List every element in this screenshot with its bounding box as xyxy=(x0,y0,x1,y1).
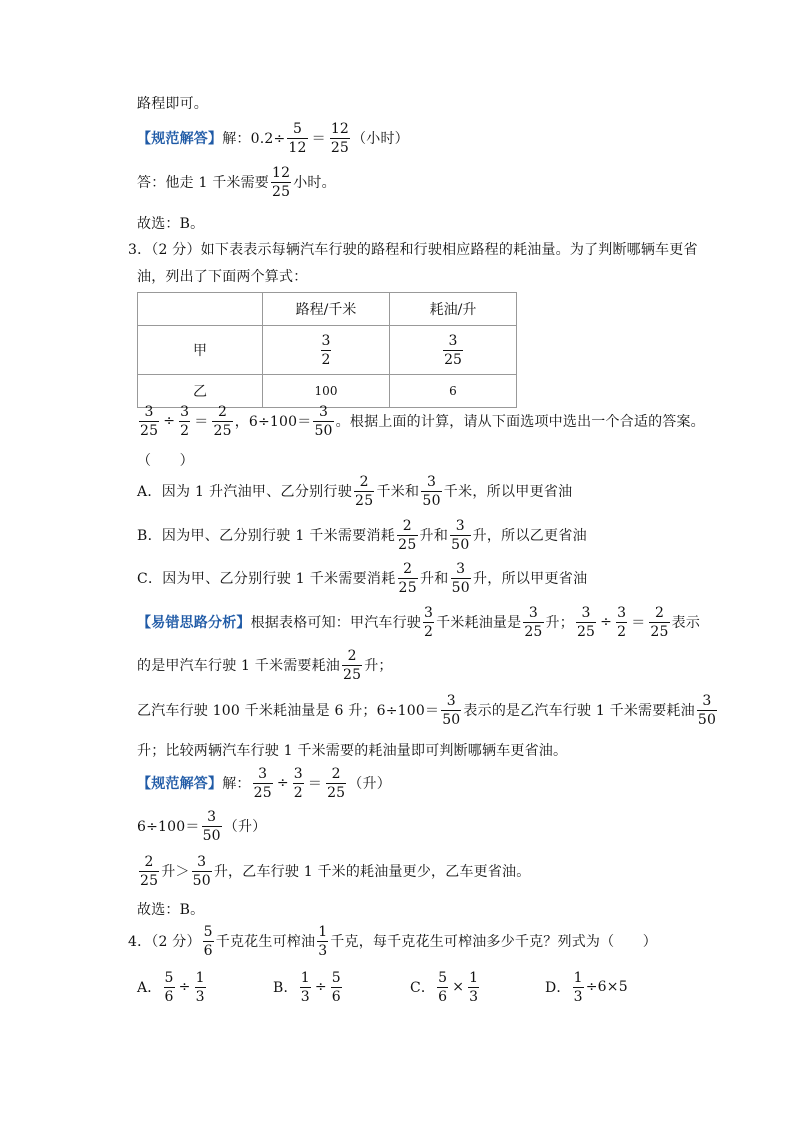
denominator: 50 xyxy=(202,827,221,844)
unit: （小时） xyxy=(352,131,409,147)
fraction xyxy=(576,606,596,639)
numerator: 2 xyxy=(402,517,412,534)
numerator: 3 xyxy=(207,808,217,825)
text: 升＞ xyxy=(161,864,190,880)
numerator: 2 xyxy=(403,560,413,577)
text: B．因为甲、乙分别行驶 1 千米需要消耗 xyxy=(137,528,396,544)
fraction xyxy=(468,971,479,1004)
option-label: D． xyxy=(545,980,571,996)
numerator: 3 xyxy=(702,692,712,709)
text: 升，所以甲更省油 xyxy=(472,571,588,587)
denominator: 50 xyxy=(422,492,441,509)
numerator: 3 xyxy=(144,403,154,420)
fraction xyxy=(300,971,311,1004)
table-cell: 100 xyxy=(263,375,390,408)
fraction xyxy=(192,855,212,888)
denominator: 3 xyxy=(469,988,479,1005)
text: ÷6×5 xyxy=(585,979,628,995)
numerator: 3 xyxy=(446,692,456,709)
option-label: A． xyxy=(137,980,162,996)
denominator: 25 xyxy=(140,422,159,439)
fraction xyxy=(202,810,222,843)
text: 解： xyxy=(222,776,251,792)
fraction xyxy=(253,767,273,800)
denominator: 25 xyxy=(253,784,272,801)
denominator: 3 xyxy=(300,988,310,1005)
numerator: 3 xyxy=(293,765,303,782)
text: 的是甲汽车行驶 1 千米需要耗油 xyxy=(137,658,341,674)
text: 故选：B。 xyxy=(137,216,205,232)
numerator: 1 xyxy=(300,969,310,986)
option-label: C． xyxy=(410,980,436,996)
numerator: 3 xyxy=(426,473,437,490)
denominator: 25 xyxy=(330,139,350,156)
denominator: 2 xyxy=(321,351,331,368)
denominator: 25 xyxy=(576,623,596,640)
numerator: 1 xyxy=(195,969,205,986)
operator: ÷ xyxy=(314,979,327,995)
standard-answer-tag: 【规范解答】 xyxy=(137,776,223,792)
fraction xyxy=(321,334,332,367)
numerator: 2 xyxy=(144,853,154,870)
text: 升，所以乙更省油 xyxy=(472,528,587,544)
q4-option-d xyxy=(545,967,685,1007)
fraction xyxy=(649,606,669,639)
denominator: 6 xyxy=(203,942,213,959)
equals: ＝ xyxy=(631,615,646,631)
text: 解：0.2÷ xyxy=(222,131,286,147)
text: 升； xyxy=(545,615,574,631)
numerator: 3 xyxy=(180,403,190,420)
denominator: 6 xyxy=(331,988,341,1005)
standard-answer-tag: 【规范解答】 xyxy=(137,131,223,147)
denominator: 50 xyxy=(451,579,470,596)
text: 千米，所以甲更省油 xyxy=(443,484,573,500)
text: 故选：B。 xyxy=(137,902,205,918)
denominator: 2 xyxy=(617,623,627,640)
fraction xyxy=(451,562,471,595)
divide: ÷ xyxy=(600,614,613,630)
fraction xyxy=(397,519,417,552)
solution-line-3 xyxy=(137,851,694,891)
fraction xyxy=(616,606,627,639)
table-cell: 路程/千米 xyxy=(263,293,390,326)
q3-stem-line-2 xyxy=(137,256,694,296)
fraction xyxy=(293,767,304,800)
numerator: 5 xyxy=(292,120,303,137)
text: 千米和 xyxy=(376,484,420,500)
unit: （升） xyxy=(223,819,267,835)
fraction xyxy=(443,334,463,367)
equals: ＝ xyxy=(194,414,209,430)
text: 表示 xyxy=(671,615,701,631)
numerator: 3 xyxy=(456,560,466,577)
unit: （升） xyxy=(348,776,391,792)
numerator: 12 xyxy=(330,120,350,137)
numerator: 1 xyxy=(318,923,328,940)
analysis-line-2 xyxy=(137,645,694,685)
standard-answer-line xyxy=(137,118,694,158)
analysis-line-1 xyxy=(137,602,701,642)
denominator: 50 xyxy=(314,422,333,439)
fraction xyxy=(697,694,717,727)
q4-option-b xyxy=(273,967,413,1007)
equals: ＝ xyxy=(307,776,323,792)
fraction xyxy=(139,855,159,888)
divide: ÷ xyxy=(163,413,176,429)
data-table xyxy=(137,292,517,408)
q4-option-c xyxy=(410,967,550,1007)
denominator: 25 xyxy=(327,784,346,801)
fraction xyxy=(287,122,307,155)
denominator: 25 xyxy=(272,183,291,200)
fraction xyxy=(179,405,190,438)
numerator: 3 xyxy=(319,403,329,420)
text: 升；比较两辆汽车行驶 1 千米需要的耗油量即可判断哪辆车更省油。 xyxy=(137,743,568,759)
solution-line-2 xyxy=(137,806,694,846)
fraction xyxy=(421,475,441,508)
answer-line xyxy=(137,162,694,202)
numerator: 3 xyxy=(581,604,591,621)
denominator: 25 xyxy=(343,666,362,683)
denominator: 3 xyxy=(195,988,205,1005)
numerator: 1 xyxy=(573,969,583,986)
denominator: 2 xyxy=(424,623,434,640)
text: 4．（2 分） xyxy=(128,934,201,950)
denominator: 25 xyxy=(213,422,232,439)
q4-stem-line xyxy=(128,921,694,961)
denominator: 25 xyxy=(398,536,417,553)
q3-option-a xyxy=(137,471,694,511)
fraction xyxy=(313,405,333,438)
text: 乙汽车行驶 100 千米耗油量是 6 升；6÷100＝ xyxy=(137,703,440,719)
denominator: 50 xyxy=(192,872,211,889)
numerator: 12 xyxy=(272,164,291,181)
fraction xyxy=(195,971,206,1004)
q3-option-c xyxy=(137,558,694,598)
numerator: 3 xyxy=(424,604,434,621)
numerator: 5 xyxy=(438,969,448,986)
text: 升，乙车行驶 1 千米的耗油量更少，乙车更省油。 xyxy=(213,864,531,880)
numerator: 2 xyxy=(331,765,341,782)
analysis-tag: 【易错思路分析】 xyxy=(137,615,251,631)
denominator: 50 xyxy=(697,711,717,728)
fraction xyxy=(437,971,448,1004)
table-cell xyxy=(263,326,390,375)
numerator: 3 xyxy=(455,517,465,534)
table-cell: 甲 xyxy=(138,326,263,375)
text: C．因为甲、乙分别行驶 1 千米需要消耗 xyxy=(137,571,396,587)
denominator: 25 xyxy=(444,351,462,368)
numerator: 3 xyxy=(197,853,207,870)
fraction xyxy=(326,767,346,800)
text: A．因为 1 升汽油甲、乙分别行驶 xyxy=(137,484,353,500)
denominator: 25 xyxy=(140,872,159,889)
analysis-line-3 xyxy=(137,690,717,730)
solution-line-1 xyxy=(137,763,694,803)
fraction xyxy=(212,405,232,438)
q4-option-a xyxy=(137,967,277,1007)
numerator: 3 xyxy=(258,765,268,782)
text: 升和 xyxy=(419,528,449,544)
numerator: 3 xyxy=(617,604,627,621)
text: 千克，每千克花生可榨油多少千克？列式为（ ） xyxy=(330,934,657,950)
numerator: 5 xyxy=(164,969,174,986)
denominator: 50 xyxy=(451,536,470,553)
text: 。根据上面的计算，请从下面选项中选出一个合适的答案。 xyxy=(335,414,705,430)
denominator: 25 xyxy=(398,579,417,596)
table-cell xyxy=(138,293,263,326)
numerator: 3 xyxy=(321,332,331,349)
fraction xyxy=(203,925,214,958)
fraction xyxy=(271,166,291,199)
text: 路程即可。 xyxy=(137,96,208,112)
text: ，6÷100＝ xyxy=(234,414,312,430)
table-cell xyxy=(390,326,517,375)
text: 升和 xyxy=(419,571,449,587)
fraction xyxy=(330,122,350,155)
divide: ÷ xyxy=(276,775,289,791)
text: 升； xyxy=(364,658,393,674)
text: 千米耗油量是 xyxy=(436,615,522,631)
text: 油，列出了下面两个算式： xyxy=(137,269,308,285)
table-cell: 6 xyxy=(390,375,517,408)
denominator: 3 xyxy=(318,942,328,959)
text: 6÷100＝ xyxy=(137,819,200,835)
numerator: 2 xyxy=(347,647,357,664)
denominator: 25 xyxy=(650,623,669,640)
fraction xyxy=(423,606,434,639)
text: 3．（2 分）如下表表示每辆汽车行驶的路程和行驶相应路程的耗油量。为了判断哪辆车更省 xyxy=(128,242,698,258)
route-end-text xyxy=(137,83,694,123)
text: 表示的是乙汽车行驶 1 千米需要耗油 xyxy=(463,703,695,719)
fraction xyxy=(441,694,461,727)
operator: × xyxy=(452,979,465,995)
fraction xyxy=(342,649,362,682)
text: 根据表格可知：甲汽车行驶 xyxy=(250,615,422,631)
answer-blank: （ ） xyxy=(137,453,194,469)
fraction xyxy=(450,519,470,552)
numerator: 2 xyxy=(359,473,369,490)
denominator: 2 xyxy=(293,784,303,801)
fraction xyxy=(139,405,159,438)
table-row xyxy=(138,326,517,375)
numerator: 2 xyxy=(218,403,228,420)
equals: ＝ xyxy=(311,131,326,147)
table-header-row xyxy=(138,293,517,326)
operator: ÷ xyxy=(178,979,191,995)
numerator: 5 xyxy=(331,969,341,986)
fraction xyxy=(354,475,374,508)
numerator: 3 xyxy=(448,332,458,349)
text: 千克花生可榨油 xyxy=(215,934,316,950)
denominator: 25 xyxy=(524,623,543,640)
denominator: 3 xyxy=(573,988,583,1005)
q3-formula-line xyxy=(137,401,705,441)
numerator: 5 xyxy=(203,923,213,940)
fraction xyxy=(331,971,342,1004)
fraction xyxy=(573,971,584,1004)
numerator: 2 xyxy=(654,604,665,621)
option-label: B． xyxy=(273,980,298,996)
table-cell: 乙 xyxy=(138,375,263,408)
fraction xyxy=(164,971,175,1004)
denominator: 2 xyxy=(180,422,190,439)
denominator: 6 xyxy=(438,988,448,1005)
denominator: 50 xyxy=(442,711,461,728)
denominator: 6 xyxy=(164,988,174,1005)
q3-option-b xyxy=(137,515,694,555)
numerator: 3 xyxy=(528,604,538,621)
fraction xyxy=(523,606,543,639)
denominator: 12 xyxy=(288,139,307,156)
denominator: 25 xyxy=(355,492,374,509)
text: 小时。 xyxy=(293,175,336,191)
table-cell: 耗油/升 xyxy=(390,293,517,326)
numerator: 1 xyxy=(469,969,479,986)
fraction xyxy=(317,925,328,958)
text: 答：他走 1 千米需要 xyxy=(137,175,270,191)
fraction xyxy=(398,562,418,595)
